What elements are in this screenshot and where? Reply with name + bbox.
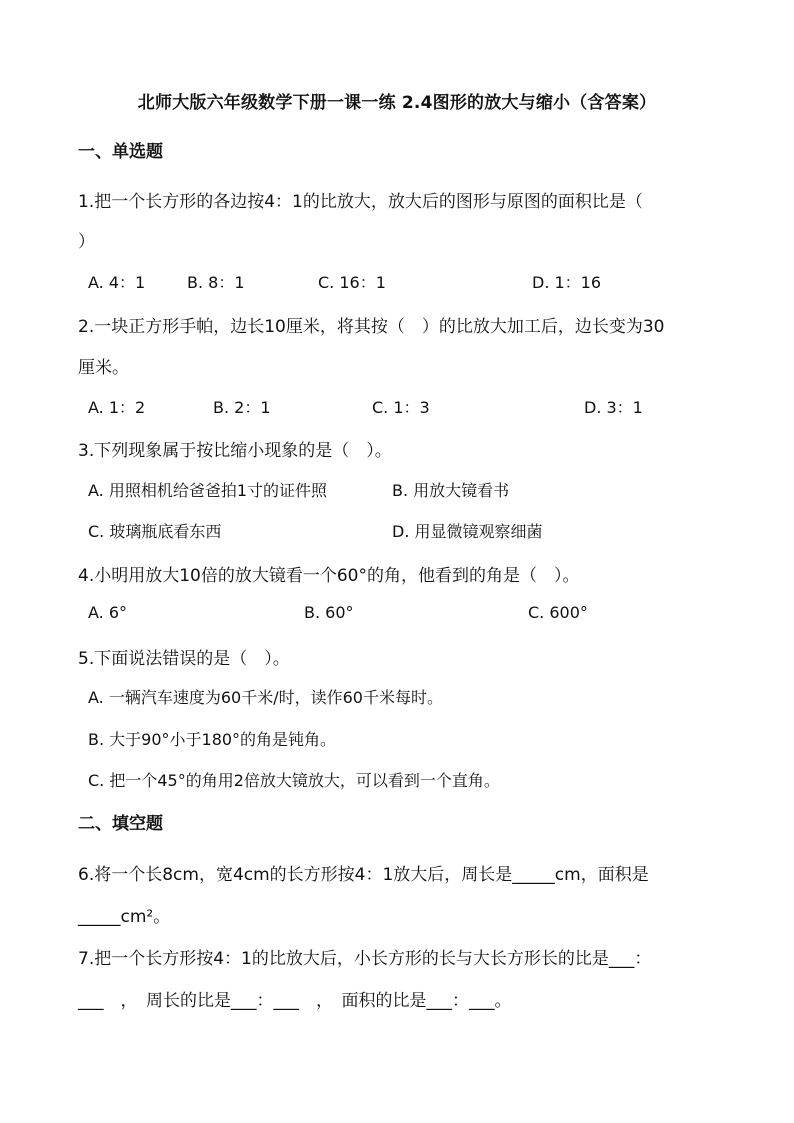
question-4-option-c[interactable]: C. 600°: [528, 603, 588, 622]
question-2-option-a[interactable]: A. 1：2: [88, 398, 146, 417]
question-1-text: 1.把一个长方形的各边按4：1的比放大，放大后的图形与原图的面积比是（: [78, 192, 643, 212]
question-4-text: 4.小明用放大10倍的放大镜看一个60°的角，他看到的角是（ ）。: [78, 566, 580, 586]
question-5-option-a[interactable]: A. 一辆汽车速度为60千米/时，读作60千米每时。: [88, 688, 443, 707]
question-7-text-continued: ___ ， 周长的比是___：___ ， 面积的比是___：___。: [78, 991, 512, 1011]
question-6-text: 6.将一个长8cm，宽4cm的长方形按4：1放大后，周长是_____cm，面积是: [78, 865, 649, 885]
question-2-option-d[interactable]: D. 3：1: [584, 398, 643, 417]
question-5-option-c[interactable]: C. 把一个45°的角用2倍放大镜放大，可以看到一个直角。: [88, 771, 500, 790]
question-6-text-continued: _____cm²。: [78, 907, 171, 927]
question-2-option-c[interactable]: C. 1：3: [372, 398, 430, 417]
question-3-option-c[interactable]: C. 玻璃瓶底看东西: [88, 522, 222, 541]
question-4-option-b[interactable]: B. 60°: [304, 603, 354, 622]
question-3-option-d[interactable]: D. 用显微镜观察细菌: [392, 522, 543, 541]
question-1-option-b[interactable]: B. 8：1: [187, 273, 245, 292]
question-1-option-d[interactable]: D. 1：16: [532, 273, 602, 292]
question-7-text: 7.把一个长方形按4：1的比放大后，小长方形的长与大长方形长的比是___：: [78, 949, 652, 969]
question-1-option-a[interactable]: A. 4：1: [88, 273, 146, 292]
question-5-option-b[interactable]: B. 大于90°小于180°的角是钝角。: [88, 730, 337, 749]
question-2-text: 2.一块正方形手帕，边长10厘米，将其按（ ）的比放大加工后，边长变为30: [78, 317, 665, 337]
question-3-text: 3.下列现象属于按比缩小现象的是（ ）。: [78, 441, 392, 461]
question-1-option-c[interactable]: C. 16：1: [318, 273, 386, 292]
question-5-text: 5.下面说法错误的是（ ）。: [78, 649, 290, 669]
question-2-option-b[interactable]: B. 2：1: [213, 398, 271, 417]
question-3-option-a[interactable]: A. 用照相机给爸爸拍1寸的证件照: [88, 481, 328, 500]
question-3-option-b[interactable]: B. 用放大镜看书: [392, 481, 510, 500]
document-title: 北师大版六年级数学下册一课一练 2.4图形的放大与缩小（含答案）: [137, 93, 657, 113]
question-1-text-continued: ）: [78, 232, 95, 252]
section-heading-fill-in: 二、填空题: [78, 814, 163, 834]
section-heading-single-choice: 一、单选题: [78, 142, 163, 162]
question-4-option-a[interactable]: A. 6°: [88, 603, 128, 622]
question-2-text-continued: 厘米。: [78, 358, 129, 378]
